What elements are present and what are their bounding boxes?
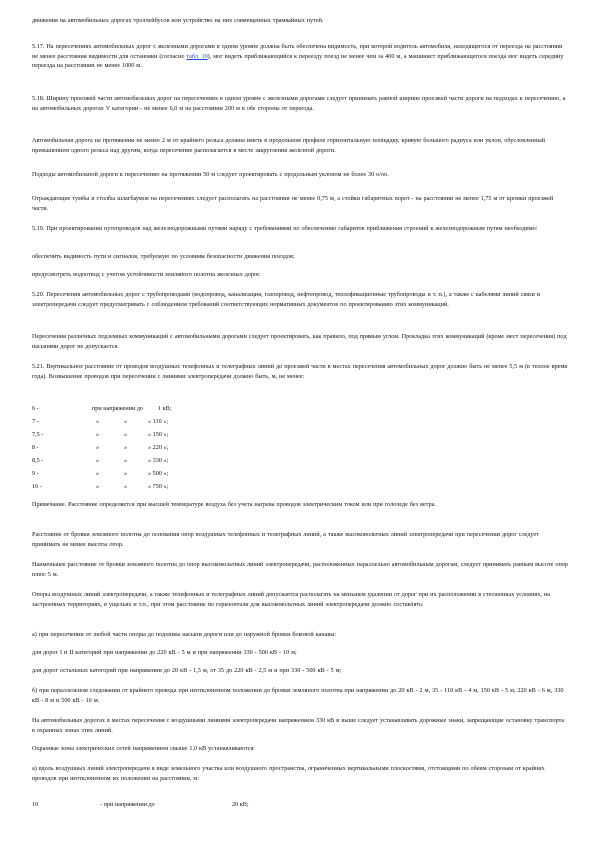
value-cell: » 220 »; <box>148 444 169 451</box>
paragraph-road-signs: На автомобильных дорогах в местах пересечения с воздушными линиями электропередачи напряжением 330 кВ и выше следует устанавливать дорожные знаки, запрещающие остановку транспорта в охранных зонах этих линий. <box>32 717 565 734</box>
table-row <box>32 430 332 440</box>
dots-cell: » <box>124 483 128 490</box>
dots-cell: » <box>124 418 128 425</box>
paragraph-restricted-conditions: Опоры воздушных линий электропередачи, а также телефонных и телеграфных линий допускается располагать на меньшем удалении от дорог при их расположении в стесненных условиях, на застроенных территориях, в ущельях и т.п., при этом расстояние по горизонтали для высоковольтных линий электропередачи должно составлять: <box>32 591 550 608</box>
value-cell: » 330 »; <box>148 457 169 464</box>
table-row <box>32 469 332 479</box>
paragraph-underground: Пересечения различных подземных коммуникаций с автомобильными дорогами следует проектировать, как правило, под прямым углом. Прокладка этих коммуникаций (кроме мест пересечения) под насыпями дорог не допускается. <box>32 333 567 350</box>
table-row <box>32 456 332 466</box>
paragraph-5-18: 5.18. Ширину проезжей части автомобильных дорог на пересечениях в одном уровне с железными дорогами следует принимать равной ширине проезжей части дороги на подходах к пересечению, а на автомобильных дорогах V категории - не менее 6,0 м на расстоянии 200 м в обе стороны от переезда. <box>32 95 566 112</box>
prefix-cell: » <box>96 431 100 438</box>
prefix-cell: » <box>96 483 100 490</box>
value-cell: 1 кВ; <box>158 405 172 412</box>
paragraph-other-categories: для дорог остальных категорий при напряжении до 20 кВ - 1,5 м, от 35 до 220 кВ - 2,5 м и при 330 - 500 кВ - 5 м; <box>32 667 342 674</box>
dots-cell: » <box>124 431 128 438</box>
height-cell: 9 - <box>32 470 39 477</box>
paragraph-5-17-end: ), мог видеть приближающийся к переезду поезд не менее чем за 400 м, а машинист приближающегося поезда мог видеть середину переезда на расстоянии не менее 1000 м. <box>32 52 564 70</box>
paragraph-5-17-start: 5.17. На пересечениях автомобильных дорог с железными дорогами в одном уровне должна быть обеспечена видимость, при которой водитель автомобиля, находящегося от переезда на расстоянии не менее расстояния видимости для остановки (согласно <box>32 43 563 60</box>
height-cell: 16 - <box>32 483 42 490</box>
paragraph-horizontal-platform: Автомобильная дорога на протяжении не менее 2 м от крайнего рельса должна иметь в продольном профиле горизонтальную площадку, кривую большого радиуса или уклон, обусловленный превышением одного рельса над другим, когда пересечение располагается в месте закругления железной дороги. <box>32 137 546 154</box>
dots-cell: » <box>124 457 128 464</box>
table-10-link[interactable]: табл. 10 <box>186 52 208 60</box>
prefix-cell: » <box>96 470 100 477</box>
paragraph-5-17 <box>32 42 568 71</box>
table-row <box>32 482 332 492</box>
paragraph-drainage: предусмотреть водоотвод с учетом устойчивости земляного полотна железных дорог. <box>32 271 261 278</box>
paragraph-5-19: 5.19. При проектировании путепроводов над железнодорожными путями наряду с требованиями по обеспечению габаритов приближения строений к железнодорожным путям необходимо: <box>32 225 538 232</box>
paragraph-min-distance: Наименьшее расстояние от бровки земляного полотна до опор высоковольтных линий электропередачи, расположенных параллельно автомобильным дорогам, следует принимать равным высоте опор плюс 5 м. <box>32 561 568 578</box>
prefix-cell: при напряжении до <box>92 405 144 412</box>
value-cell: » 110 »; <box>148 418 169 425</box>
dots-cell: » <box>124 444 128 451</box>
dots-cell: » <box>124 470 128 477</box>
paragraph-security-zones: Охранные зоны электрических сетей напряжением свыше 1,0 кВ устанавливаются: <box>32 745 255 752</box>
paragraph-pole-distance: Расстояние от бровки земляного полотна до основания опор воздушных телефонных и телеграфных линий, а также высоковольтных линий электропередачи при пересечении дорог следует принимать не менее высоты опор. <box>32 531 539 548</box>
prefix-cell: » <box>96 457 100 464</box>
value-cell: » 750 »; <box>148 483 169 490</box>
height-cell: 8,5 - <box>32 457 44 464</box>
paragraph-visibility: обеспечить видимость пути и сигналов, требуемую по условиям безопасности движения поездов; <box>32 253 295 260</box>
table-row <box>32 417 332 427</box>
note-temperature: Примечание. Расстояние определяется при высшей температуре воздуха без учета нагрева проводов электрическим током или при гололеде без ветра. <box>32 501 436 508</box>
height-cell: 7,5 - <box>32 431 44 438</box>
footer-text: - при напряжении до <box>100 801 155 808</box>
value-cell: » 150 »; <box>148 431 169 438</box>
footer-row <box>32 800 332 810</box>
paragraph-5-21: 5.21. Вертикальное расстояние от проводов воздушных телефонных и телеграфных линий до проезжей части в местах пересечения автомобильных дорог должно быть не менее 5,5 м (в теплое время года). Возвышение проводов при пересечении с линиями электропередачи должно быть, м, не менее: <box>32 363 568 380</box>
paragraph-parallel-b: б) при параллельном следовании от крайнего провода при неотклоненном положении до бровки земляного полотна при напряжении до 20 кВ - 2 м, 35 - 110 кВ - 4 м, 150 кВ - 5 м, 220 кВ - 6 м, 330 кВ - 8 м и 500 кВ - 10 м. <box>32 687 564 704</box>
paragraph-barriers: Ограждающие тумбы и столбы шлагбаумов на пересечениях следует располагать на расстоянии не менее 0,75 м, а стойки габаритных ворот - на расстоянии не менее 1,75 м от кромки проезжей части. <box>32 195 554 212</box>
height-cell: 7 - <box>32 418 39 425</box>
paragraph-approaches: Подходы автомобильной дороги к пересечению на протяжении 50 м следует проектировать с продольным уклоном не более 30 о/оо. <box>32 171 389 178</box>
prefix-cell: » <box>96 444 100 451</box>
prefix-cell: » <box>96 418 100 425</box>
paragraph-trolleybus: движения на автомобильных дорогах троллейбусов или устройство на них совмещенных трамвайных путей. <box>32 17 324 24</box>
table-row <box>32 404 332 414</box>
paragraph-along-lines: а) вдоль воздушных линий электропередачи в виде земельного участка или воздушного пространства, ограниченных вертикальными плоскостями, отстоящими по обеим сторонам от крайних проводов при неотклоненном их положении на расстоянии, м: <box>32 765 545 782</box>
footer-distance: 10 <box>32 801 39 808</box>
table-row <box>32 443 332 453</box>
paragraph-crossing-a: а) при пересечении от любой части опоры до подошвы насыпи дороги или до наружной бровки боковой канавы: <box>32 631 337 638</box>
height-cell: 8 - <box>32 444 39 451</box>
value-cell: » 500 »; <box>148 470 169 477</box>
paragraph-categories-1-2: для дорог I и II категорий при напряжении до 220 кВ - 5 м и при напряжении 330 - 500 кВ - 10 м; <box>32 649 297 656</box>
height-cell: 6 - <box>32 405 39 412</box>
footer-value: 20 кВ; <box>232 801 249 808</box>
paragraph-5-20: 5.20. Пересечения автомобильных дорог с трубопроводами (водопровод, канализация, газопровод, нефтепровод, теплофикационные трубопроводы и т. п.), а также с кабелями линий связи и электропередачи следует предусматривать с соблюдением требований соответствующих нормативных документов по проектированию этих коммуникаций. <box>32 291 541 308</box>
